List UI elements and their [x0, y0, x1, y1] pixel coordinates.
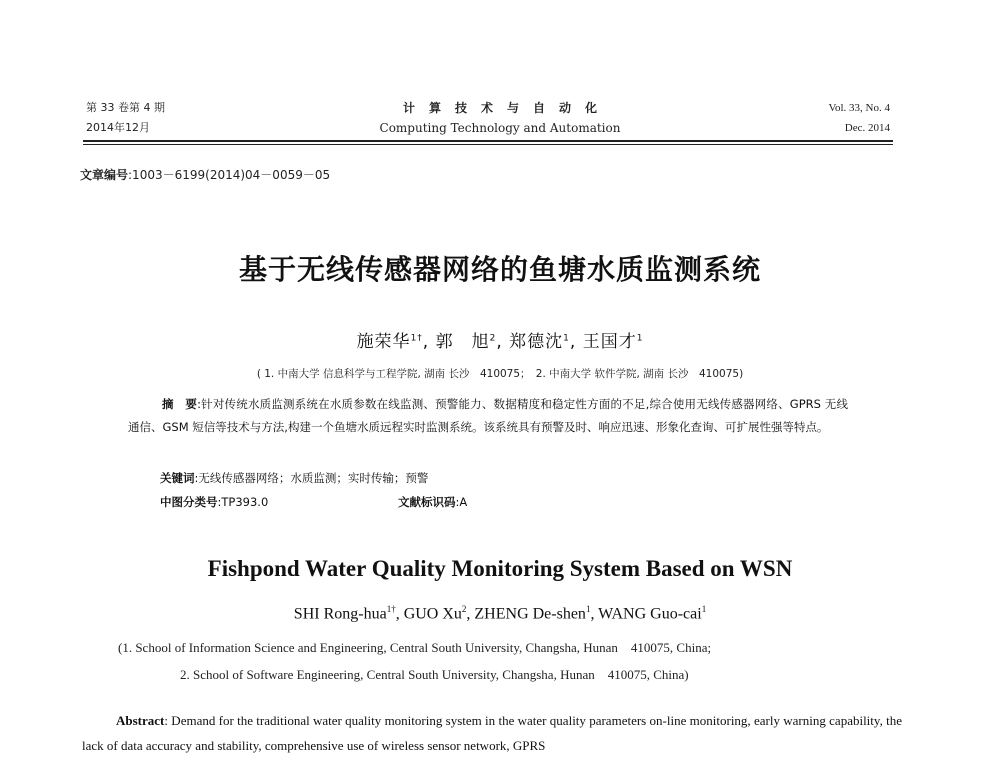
author-sup: 1 — [563, 333, 570, 344]
author-sup: 1 — [585, 604, 591, 614]
abstract-en — [82, 708, 902, 758]
article-number-label: 文章编号 — [80, 168, 129, 182]
abstract-en-label: Abstract — [116, 713, 165, 728]
abstract-cn — [128, 393, 848, 438]
doc-code-label: 文献标识码 — [398, 495, 456, 509]
paper-title-en: Fishpond Water Quality Monitoring System Based on WSN — [207, 556, 793, 581]
author-cn: 郭 旭 — [435, 332, 490, 352]
date-cn: 2014年12月 — [86, 121, 150, 134]
authors-cn: 施荣华$^{1\dagger}$, 郭 旭$^2$, 郑德沈$^1$, 王国才$^1$ — [356, 332, 644, 352]
author-en: SHI Rong-hua — [293, 605, 387, 623]
author-cn: 王国才 — [582, 332, 637, 352]
keywords-cn-label: 关键词 — [160, 471, 195, 485]
clc-value: :TP393.0 — [217, 495, 269, 509]
affiliation-en-1: (1. School of Information Science and Engineering, Central South University, Changsha, Hunan 410075, China; — [118, 640, 712, 655]
author-en: GUO Xu — [403, 605, 462, 623]
author-cn: 施荣华 — [356, 332, 411, 352]
author-cn: 郑德沈 — [509, 332, 564, 352]
header-rule-thin — [83, 144, 893, 145]
keywords-cn — [160, 470, 428, 486]
clc-label: 中图分类号 — [160, 495, 218, 509]
doc-code-value: :A — [455, 495, 468, 509]
article-number-value: :1003－6199(2014)04－0059－05 — [128, 168, 331, 182]
clc-number — [160, 494, 268, 510]
author-en: WANG Guo-cai — [598, 605, 702, 623]
article-number — [80, 166, 330, 183]
abstract-cn-label: 摘 要 — [162, 397, 198, 411]
author-sup: 1† — [410, 333, 423, 344]
affiliation-en-2: 2. School of Software Engineering, Central South University, Changsha, Hunan 410075, China) — [180, 667, 689, 682]
author-sup: 1† — [386, 604, 396, 614]
header-rule-thick — [83, 140, 893, 142]
author-sup: 2 — [489, 333, 497, 344]
journal-issue-en — [828, 98, 890, 138]
author-sup: 2 — [461, 604, 467, 614]
abstract-cn-text: :针对传统水质监测系统在水质参数在线监测、预警能力、数据精度和稳定性方面的不足,综合使用无线传感器网络、GPRS 无线通信、GSM 短信等技术与方法,构建一个鱼塘水质远程实时监测系统。该系统具有预警及时、响应迅速、形象化查询、可扩展性强等特点。 — [128, 397, 848, 434]
author-sup: 1 — [636, 333, 644, 344]
journal-name-en: Computing Technology and Automation — [379, 121, 621, 135]
issue-cn: 第 33 卷第 4 期 — [86, 101, 165, 114]
paper-title-cn: 基于无线传感器网络的鱼塘水质监测系统 — [238, 253, 761, 286]
affiliation-cn: ( 1. 中南大学 信息科学与工程学院, 湖南 长沙 410075； 2. 中南大学 软件学院, 湖南 长沙 410075) — [256, 368, 744, 380]
author-sup: 1 — [701, 604, 707, 614]
volume-en: Vol. 33, No. 4 — [828, 102, 890, 114]
journal-name-cn: 计算技术与自动化 — [402, 101, 611, 115]
abstract-en-text: : Demand for the traditional water quality monitoring system in the water quality parameters on-line monitoring, early warning capability, the lack of data accuracy and stability, comprehensive use of wireless sensor network, GPRS — [82, 713, 902, 753]
date-en: Dec. 2014 — [844, 122, 890, 134]
document-code — [398, 494, 467, 510]
authors-en: SHI Rong-hua$^{1\dagger}$, GUO Xu$^2$, ZHENG De-shen$^1$, WANG Guo-cai$^1$ — [293, 604, 707, 623]
keywords-cn-value: :无线传感器网络；水质监测；实时传输；预警 — [194, 471, 429, 485]
author-en: ZHENG De-shen — [474, 605, 586, 623]
